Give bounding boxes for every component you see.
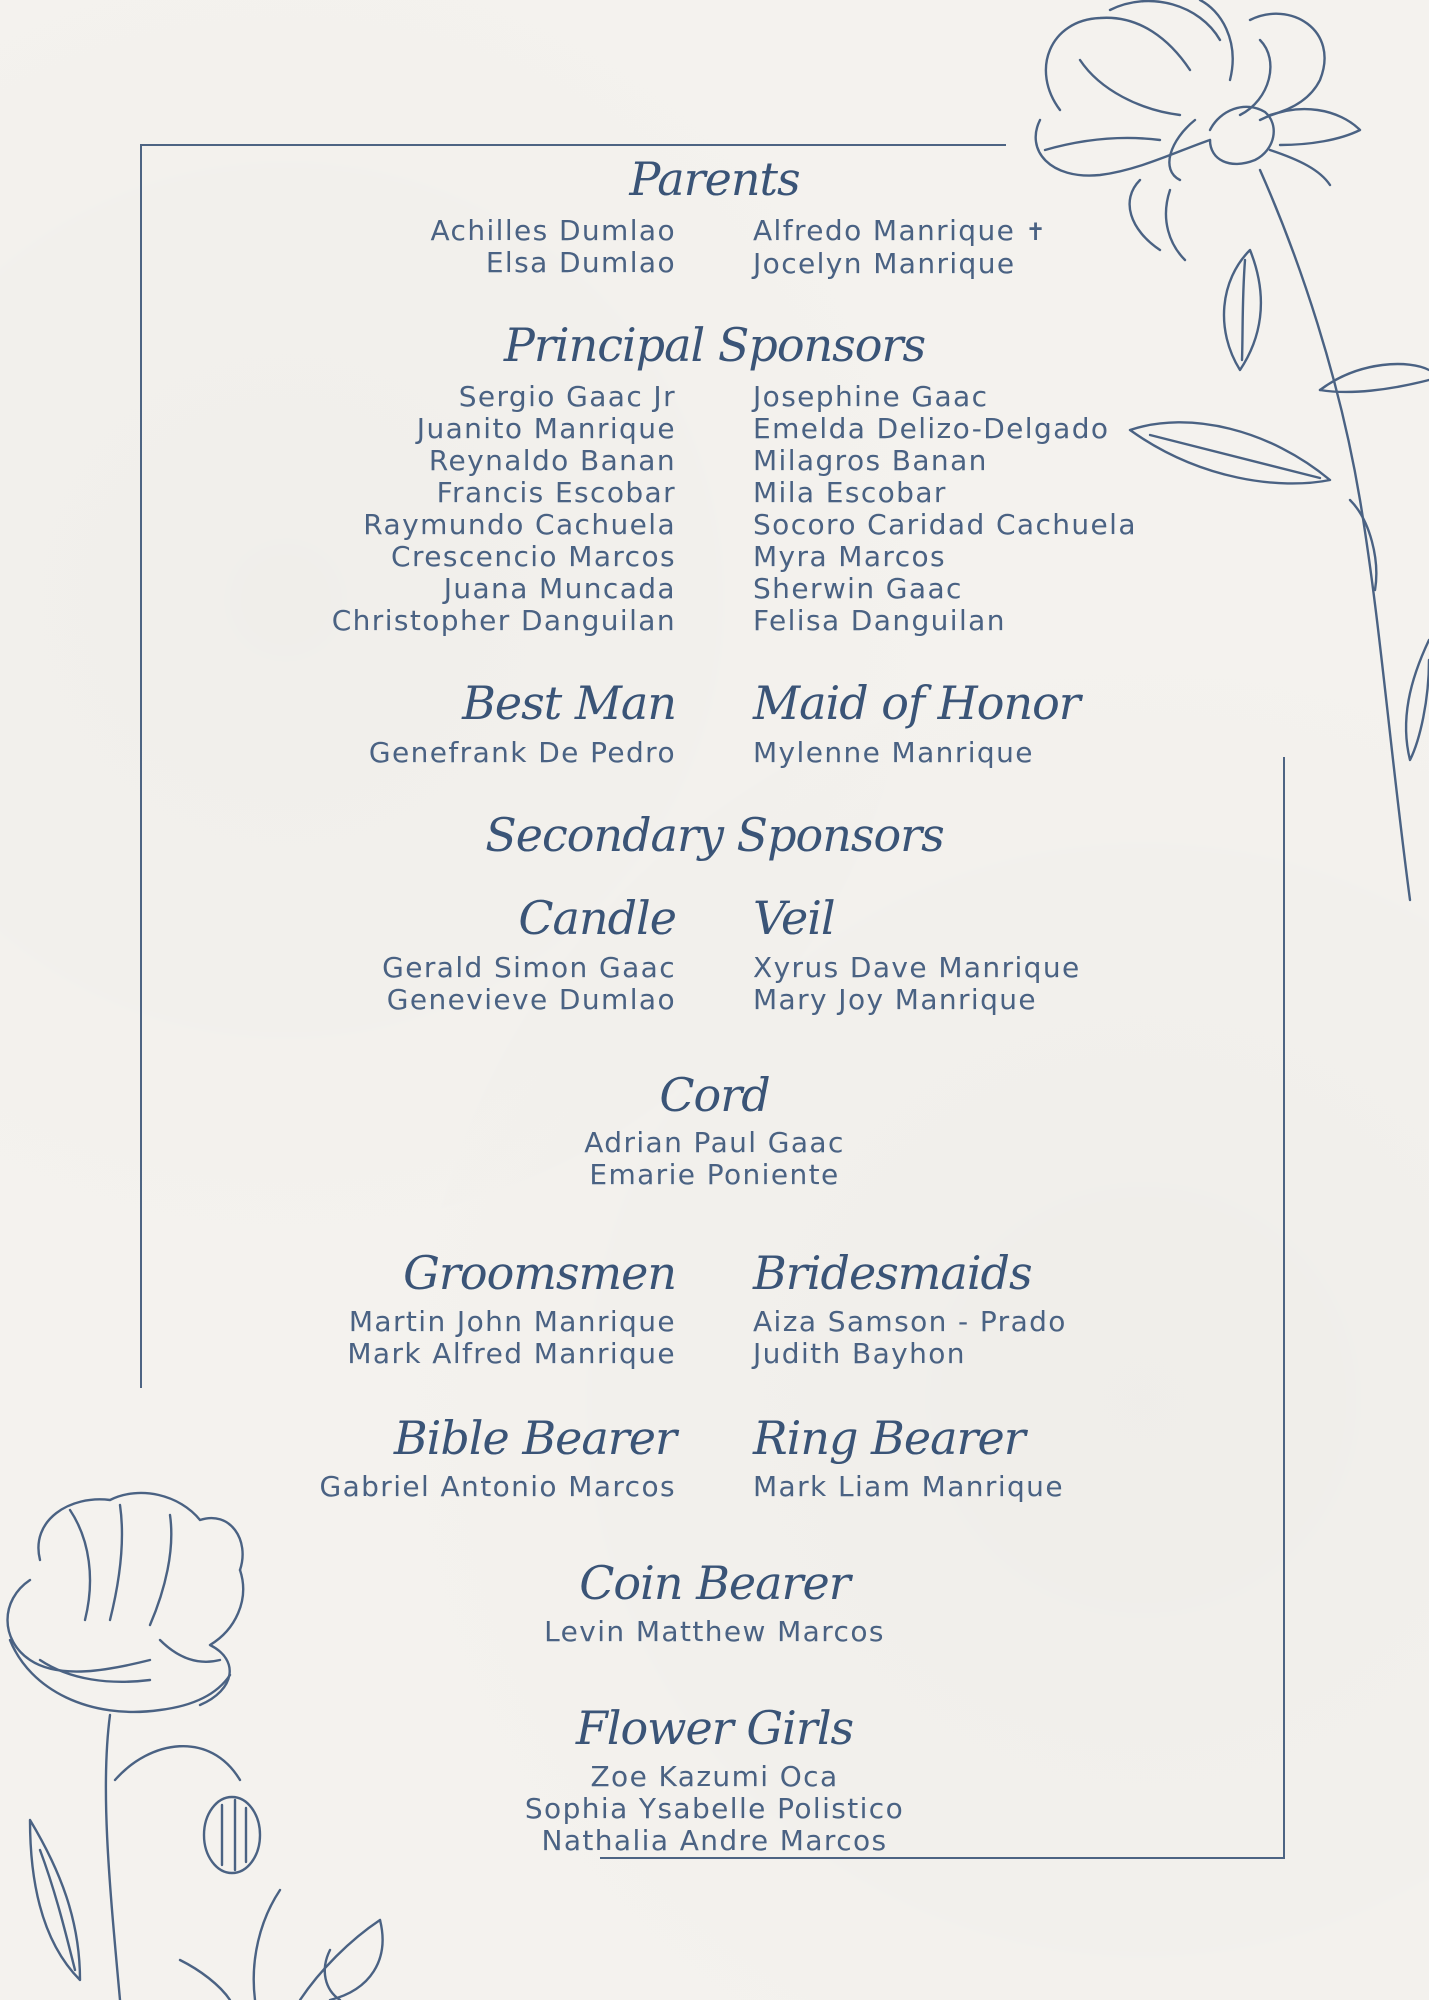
sponsor-name: Myra Marcos xyxy=(753,540,947,573)
principal-sponsors-heading: Principal Sponsors xyxy=(503,318,926,372)
sponsor-name: Emelda Delizo-Delgado xyxy=(753,412,1110,445)
principal-left-column xyxy=(332,381,676,637)
flower-girls-names xyxy=(0,1761,1429,1857)
sponsor-name: Juanito Manrique xyxy=(416,412,676,445)
parent-name: Jocelyn Manrique xyxy=(753,247,1016,280)
sponsor-name: Francis Escobar xyxy=(436,476,676,509)
parent-name: Achilles Dumlao xyxy=(430,214,676,247)
maid-of-honor-heading: Maid of Honor xyxy=(753,676,1080,730)
sponsor-name: Christopher Danguilan xyxy=(331,604,676,637)
veil-heading: Veil xyxy=(753,891,835,945)
parent-name: Alfredo Manrique ✝ xyxy=(753,214,1048,247)
bible-bearer-heading: Bible Bearer xyxy=(393,1411,676,1465)
sponsor-name: Sergio Gaac Jr xyxy=(458,380,676,413)
coin-bearer-name: Levin Matthew Marcos xyxy=(544,1615,885,1648)
candle-heading: Candle xyxy=(518,891,676,945)
principal-right-column xyxy=(753,381,1137,637)
ring-bearer-heading: Ring Bearer xyxy=(753,1411,1025,1465)
groomsman-name: Martin John Manrique xyxy=(348,1305,676,1338)
best-man-name: Genefrank De Pedro xyxy=(368,736,676,769)
sponsor-name: Felisa Danguilan xyxy=(753,604,1006,637)
bible-bearer-name: Gabriel Antonio Marcos xyxy=(319,1470,676,1503)
parents-heading: Parents xyxy=(629,152,800,206)
sponsor-name: Xyrus Dave Manrique xyxy=(753,951,1081,984)
sponsor-name: Crescencio Marcos xyxy=(391,540,676,573)
sponsor-name: Gerald Simon Gaac xyxy=(382,951,676,984)
bridesmaids-heading: Bridesmaids xyxy=(753,1246,1032,1300)
sponsor-name: Juana Muncada xyxy=(443,572,676,605)
sponsor-name: Reynaldo Banan xyxy=(428,444,676,477)
sponsor-name: Genevieve Dumlao xyxy=(386,983,676,1016)
bridesmaid-name: Aiza Samson - Prado xyxy=(753,1305,1067,1338)
bridesmaids-names xyxy=(753,1306,1067,1370)
flower-girl-name: Zoe Kazumi Oca xyxy=(590,1760,839,1793)
parents-left-column xyxy=(430,215,676,279)
sponsor-name: Sherwin Gaac xyxy=(753,572,963,605)
frame-top-line xyxy=(140,144,1006,146)
sponsor-name: Mila Escobar xyxy=(753,476,947,509)
ring-bearer-name: Mark Liam Manrique xyxy=(753,1470,1064,1503)
sponsor-name: Adrian Paul Gaac xyxy=(584,1126,845,1159)
bridesmaid-name: Judith Bayhon xyxy=(753,1337,966,1370)
flower-girl-name: Sophia Ysabelle Polistico xyxy=(524,1792,905,1825)
frame-bottom-line xyxy=(600,1857,1285,1859)
coin-bearer-heading: Coin Bearer xyxy=(579,1556,850,1610)
parents-right-column xyxy=(753,215,1047,280)
groomsmen-names xyxy=(347,1306,676,1370)
secondary-sponsors-heading: Secondary Sponsors xyxy=(485,808,944,862)
sponsor-name: Milagros Banan xyxy=(753,444,988,477)
flower-girls-heading: Flower Girls xyxy=(575,1701,854,1755)
sponsor-name: Socoro Caridad Cachuela xyxy=(753,508,1137,541)
best-man-heading: Best Man xyxy=(462,676,676,730)
sponsor-name: Emarie Poniente xyxy=(589,1158,840,1191)
parent-name: Elsa Dumlao xyxy=(485,246,676,279)
sponsor-name: Mary Joy Manrique xyxy=(753,983,1038,1016)
groomsman-name: Mark Alfred Manrique xyxy=(347,1337,676,1370)
cord-heading: Cord xyxy=(659,1068,770,1122)
groomsmen-heading: Groomsmen xyxy=(403,1246,676,1300)
sponsor-name: Josephine Gaac xyxy=(753,380,989,413)
sponsor-name: Raymundo Cachuela xyxy=(363,508,676,541)
cord-names xyxy=(0,1127,1429,1191)
flower-girl-name: Nathalia Andre Marcos xyxy=(541,1824,888,1857)
maid-of-honor-name: Mylenne Manrique xyxy=(753,736,1034,769)
candle-names xyxy=(382,952,676,1016)
veil-names xyxy=(753,952,1081,1016)
cross-icon: ✝ xyxy=(1025,218,1048,246)
